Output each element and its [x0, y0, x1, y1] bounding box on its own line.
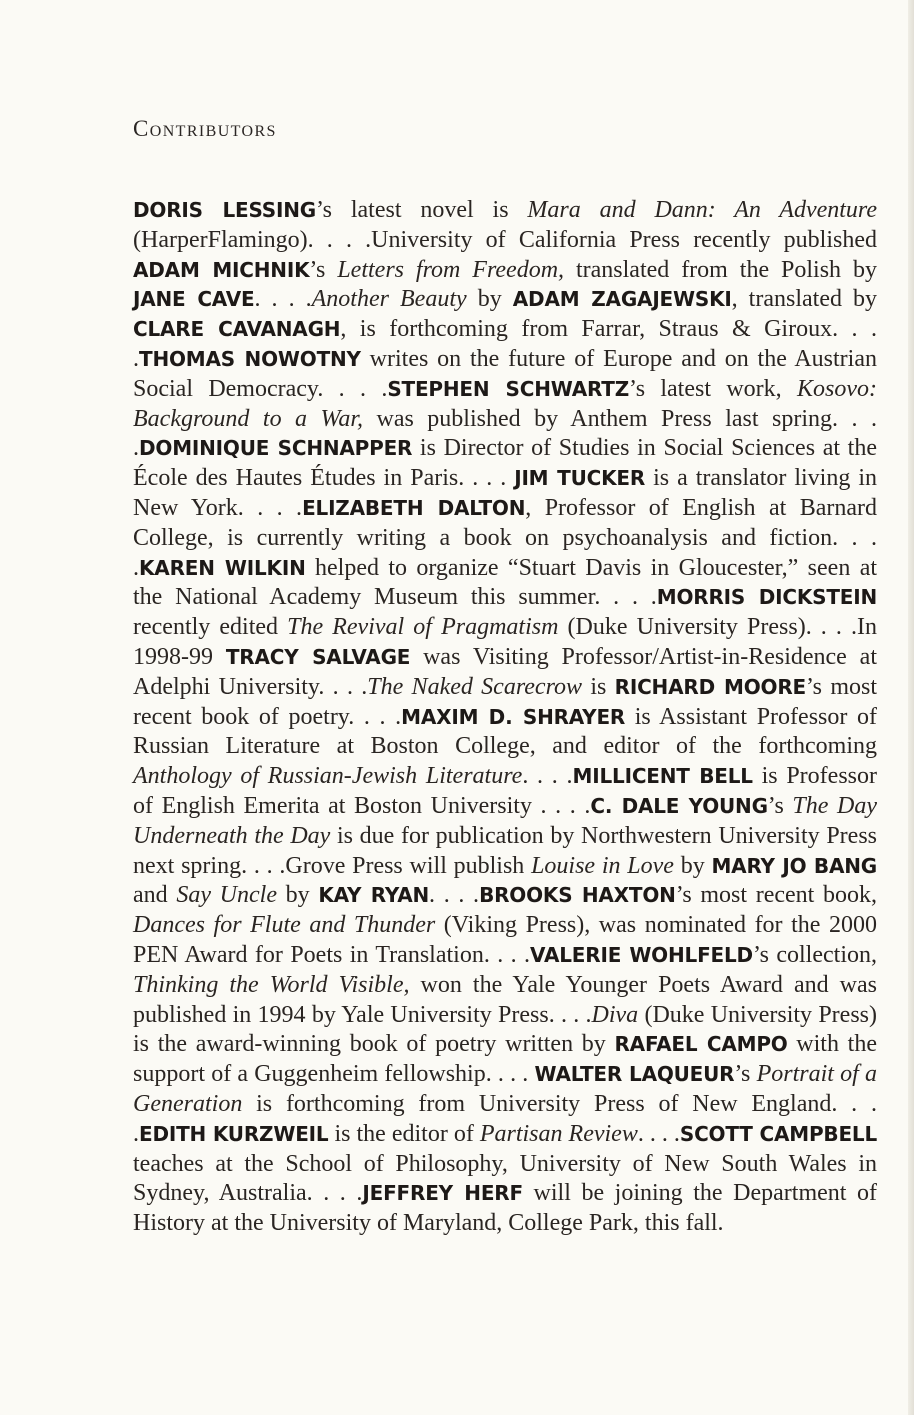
contributor-name: RAFAEL CAMPO: [614, 1032, 788, 1057]
contributor-name: KAY RYAN: [318, 883, 430, 908]
work-title: Diva: [591, 1001, 639, 1028]
work-title: Say Uncle: [176, 882, 277, 909]
body-text: teaches at the School of Philosophy, University of New South Wales in Sydney, Australia. . . .: [133, 1150, 877, 1207]
body-text: is Director of Studies in Social Sciences at the École des Hautes Études in Paris. . . .: [133, 435, 877, 492]
work-title: Dances for Flute and Thunder: [133, 912, 436, 939]
contributor-name: STEPHEN SCHWARTZ: [387, 376, 630, 401]
contributor-name: C. DALE YOUNG: [590, 793, 768, 818]
body-text: won the Yale Younger Poets Award and was published in 1994 by Yale University Press. . . .: [133, 971, 877, 1028]
work-title: Louise in Love: [531, 852, 674, 879]
body-text: ’s: [767, 792, 793, 819]
body-text: ’s most recent book,: [675, 882, 878, 909]
contributor-name: EDITH KURZWEIL: [139, 1121, 329, 1146]
contributor-name: DOMINIQUE SCHNAPPER: [139, 436, 413, 461]
body-text: recently edited: [133, 614, 288, 641]
page-heading: Contributors: [133, 116, 277, 141]
body-text: is Assistant Professor of Russian Literature at Boston College, and editor of the forthcoming: [133, 703, 877, 760]
contributor-name: JIM TUCKER: [514, 466, 646, 491]
body-text: ’s: [734, 1061, 757, 1088]
work-title: Another Beauty: [311, 286, 467, 313]
contributor-name: SCOTT CAMPBELL: [679, 1121, 877, 1146]
body-text: (Duke University Press) is the award-winning book of poetry written by: [133, 1001, 877, 1058]
contributor-name: MAXIM D. SHRAYER: [401, 704, 626, 729]
work-title: Kosovo: Background to a War,: [133, 375, 877, 432]
work-title: Mara and Dann: An Adventure: [527, 197, 878, 223]
body-text: . . . .: [637, 1120, 680, 1147]
page-edge: [908, 0, 914, 1415]
body-text: (Viking Press), was nominated for the 2000 PEN Award for Poets in Translation. . . .: [133, 912, 877, 968]
contributor-name: DORIS LESSING: [133, 198, 316, 222]
body-text: was published by Anthem Press last spring. . . .: [133, 405, 877, 462]
body-text: by: [276, 882, 319, 909]
contributor-name: JANE CAVE: [133, 287, 255, 312]
body-text: is the editor of: [328, 1120, 480, 1147]
body-text: ’s most recent book of poetry. . . .: [133, 673, 877, 730]
contributor-name: ADAM ZAGAJEWSKI: [512, 287, 732, 312]
work-title: Anthology of Russian-Jewish Literature: [133, 763, 523, 790]
body-text: ’s: [309, 256, 338, 283]
contributor-name: BROOKS HAXTON: [479, 883, 676, 908]
contributor-name: KAREN WILKIN: [139, 555, 306, 580]
body-text: by: [466, 286, 513, 313]
body-text: ’s latest novel is: [315, 197, 528, 223]
body-text: helped to organize “Stuart Davis in Gloucester,” seen at the National Academy Museum this summer. . . .: [133, 554, 878, 611]
work-title: Portrait of a Generation: [133, 1061, 877, 1117]
contributor-name: ELIZABETH DALTON: [302, 495, 526, 520]
body-text: is a translator living in New York. . . .: [133, 465, 878, 521]
body-text: ’s latest work,: [629, 375, 797, 402]
body-text: was Visiting Professor/Artist-in-Residence at Adelphi University. . . .: [133, 643, 877, 700]
body-text: (Duke University Press). . . .In 1998-99: [133, 614, 877, 670]
body-text: is: [582, 673, 615, 700]
work-title: Thinking the World Visible,: [133, 971, 410, 998]
body-text: , Professor of English at Barnard College, is currently writing a book on psychoanalysis and fiction. . . .: [133, 494, 877, 581]
contributor-name: ADAM MICHNIK: [133, 257, 310, 282]
body-text: is Professor of English Emerita at Boston University . . . .: [133, 763, 877, 819]
body-text: writes on the future of Europe and on the Austrian Social Democracy. . . .: [133, 345, 877, 402]
contributor-name: CLARE CAVANAGH: [133, 317, 341, 342]
body-text: . . . .: [522, 763, 573, 790]
work-title: Letters from Freedom,: [337, 256, 565, 283]
body-text: , is forthcoming from Farrar, Straus & Giroux. . . .: [133, 316, 877, 372]
body-text: and: [133, 882, 177, 909]
body-text: ’s collection,: [752, 941, 877, 968]
body-text: . . . .: [254, 286, 312, 313]
body-text: will be joining the Department of History at the University of Maryland, College Park, this fall.: [133, 1180, 878, 1237]
contributor-name: MILLICENT BELL: [572, 764, 753, 789]
body-text: . . . .: [429, 882, 480, 909]
contributor-name: MARY JO BANG: [711, 853, 878, 878]
work-title: Partisan Review: [479, 1120, 638, 1147]
body-text: is due for publication by Northwestern University Press next spring. . . .Grove Press will publish: [133, 822, 877, 879]
contributors-paragraph: [133, 196, 877, 1239]
work-title: The Day Underneath the Day: [133, 792, 877, 849]
contributor-name: THOMAS NOWOTNY: [139, 346, 361, 371]
body-text: , translated by: [731, 286, 878, 313]
work-title: The Naked Scarecrow: [367, 673, 583, 700]
work-title: The Revival of Pragmatism: [287, 614, 559, 641]
body-text: (HarperFlamingo). . . .University of California Press recently published: [133, 226, 877, 253]
contributor-name: RICHARD MOORE: [614, 674, 807, 699]
contributor-name: VALERIE WOHLFELD: [530, 942, 753, 967]
contributor-name: MORRIS DICKSTEIN: [656, 585, 877, 610]
body-text: by: [673, 852, 712, 879]
contributor-name: WALTER LAQUEUR: [534, 1062, 735, 1087]
contributor-name: TRACY SALVAGE: [225, 644, 411, 669]
body-text: is forthcoming from University Press of New England. . . .: [133, 1090, 877, 1147]
body-text: with the support of a Guggenheim fellowship. . . .: [133, 1031, 877, 1088]
body-text: translated from the Polish by: [564, 256, 877, 283]
contributor-name: JEFFREY HERF: [362, 1181, 523, 1206]
